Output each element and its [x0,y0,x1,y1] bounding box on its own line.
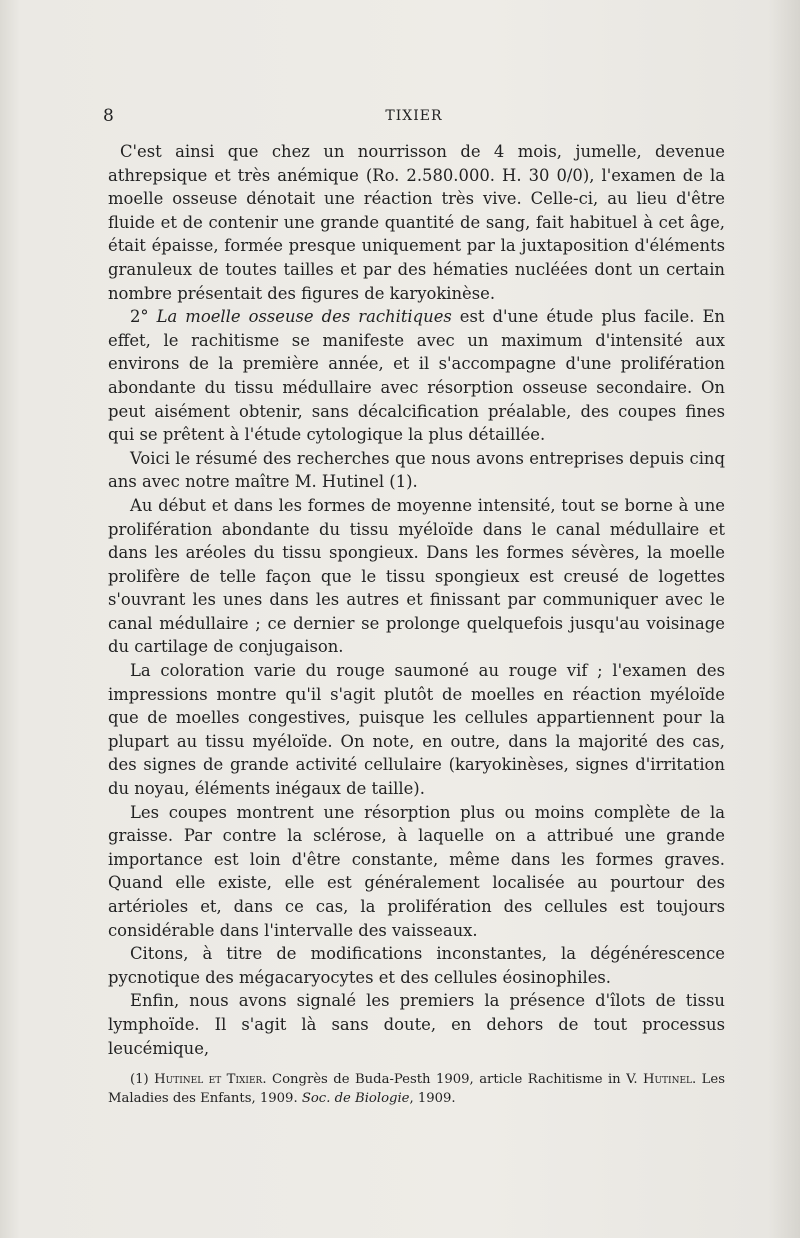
footnote-text-2: Les Maladies des Enfants, 1909. [108,1072,726,1106]
body-text [108,140,725,1060]
paragraph-7: Citons, à titre de modifications inconstantes, la dégénérescence pycnotique des mégacaryocytes et des cellules éosinophiles. [108,944,725,987]
paragraph-2-text: est d'une étude plus facile. En effet, le rachitisme se manifeste avec un maximum d'intensité aux environs de la première année, et il s'accompagne d'une prolifération abondante du tissu médullaire avec résorption osseuse secondaire. On peut aisément obtenir, sans décalcification préalable, des coupes fines qui se prêtent à l'étude cytologique la plus détaillée. [108,307,725,445]
paragraph-3: Voici le résumé des recherches que nous avons entreprises depuis cinq ans avec notre maître M. Hutinel (1). [108,448,725,492]
footnote [108,1070,725,1108]
footnote-journal: Soc. de Biologie [301,1091,410,1106]
paragraph-2-number: 2° [130,307,157,327]
page-header [103,106,725,130]
paragraph-2-title: La moelle osseuse des rachitiques [156,307,452,327]
paragraph-4: Au début et dans les formes de moyenne intensité, tout se borne à une prolifération abondante du tissu myéloïde dans le canal médullaire et dans les aréoles du tissu spongieux. Dans les formes sévères, la moelle prolifère de telle façon que le tissu spongieux est creusé de logettes s'ouvrant les unes dans les autres et finissant par communiquer avec le canal médullaire ; ce dernier se prolonge quelquefois jusqu'au voisinage du cartilage de conjugaison. [108,495,725,657]
footnote-authors: Hutinel et Tixier. [154,1072,267,1087]
running-title: TIXIER [385,108,443,124]
footnote-text-1: Congrès de Buda-Pesth 1909, article Rachitisme in V. [266,1072,643,1087]
paragraph-8: Enfin, nous avons signalé les premiers la présence d'îlots de tissu lymphoïde. Il s'agit là sans doute, en dehors de tout processus leucémique, [108,991,725,1058]
footnote-text [108,1070,725,1108]
paragraph-6: Les coupes montrent une résorption plus ou moins complète de la graisse. Par contre la sclérose, à laquelle on a attribué une grande importance est loin d'être constante, même dans les formes graves. Quand elle existe, elle est généralement localisée au pourtour des artérioles et, dans ce cas, la prolifération des cellules est toujours considérable dans l'intervalle des vaisseaux. [108,802,725,940]
paragraph-1: C'est ainsi que chez un nourrisson de 4 mois, jumelle, devenue athrepsique et très anémique (Ro. 2.580.000. H. 30 0/0), l'examen de la moelle osseuse dénotait une réaction très vive. Celle-ci, au lieu d'être fluide et de contenir une grande quantité de sang, fait habituel à cet âge, était épaisse, formée presque uniquement par la juxtaposition d'éléments granuleux de toutes tailles et par des hématies nucléées dont un certain nombre présentait des figures de karyokinèse. [108,142,725,303]
paragraph-5: La coloration varie du rouge saumoné au rouge vif ; l'examen des impressions montre qu'il s'agit plutôt de moelles en réaction myéloïde que de moelles congestives, puisque les cellules appartiennent pour la plupart au tissu myéloïde. On note, en outre, dans la majorité des cas, des signes de grande activité cellulaire (karyokinèses, signes d'irritation du noyau, éléments inégaux de taille). [108,661,725,799]
page-number: 8 [103,106,114,126]
paragraph-2 [108,305,725,447]
footnote-marker: (1) [130,1072,155,1087]
footnote-author-2: Hutinel. [642,1072,697,1087]
footnote-text-3: , 1909. [409,1091,456,1106]
